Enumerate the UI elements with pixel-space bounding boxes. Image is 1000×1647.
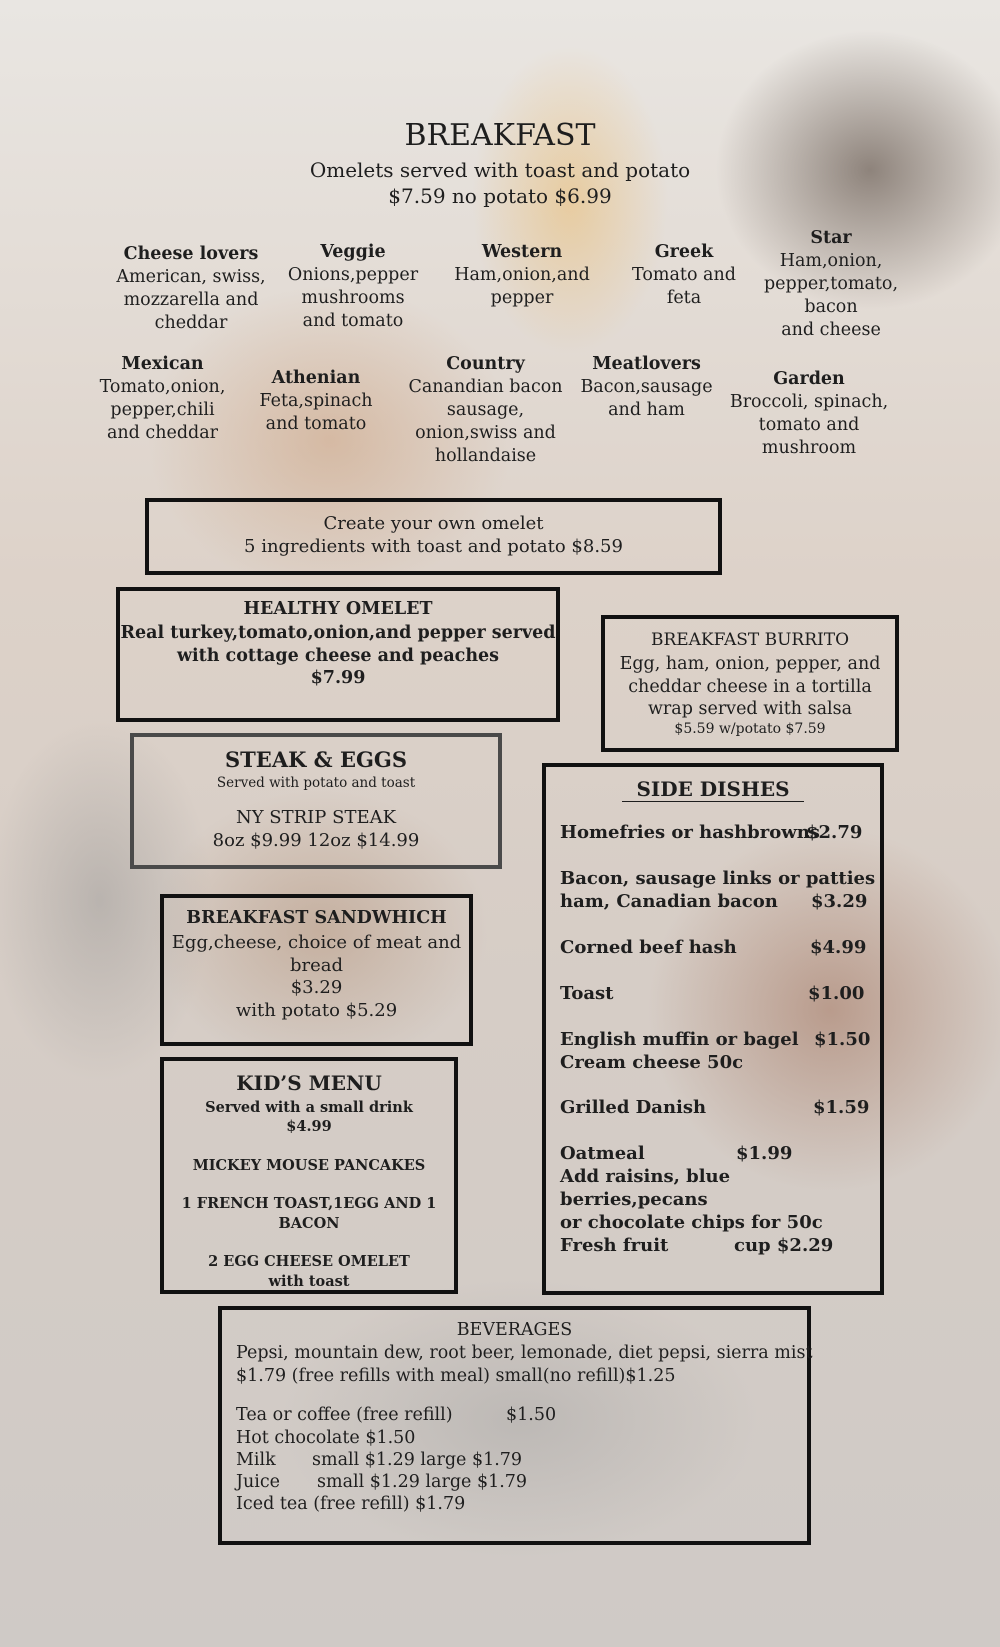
side-dish-label: English muffin or bagel (560, 1029, 799, 1050)
steak-price: 8oz $9.99 12oz $14.99 (212, 830, 420, 851)
omelet-name: Athenian (271, 368, 361, 388)
omelet-item (90, 353, 235, 445)
omelet-desc: Tomato,onion, pepper,chili and cheddar (99, 377, 226, 443)
side-dish-price: $3.29 (811, 891, 868, 912)
omelet-name: Greek (654, 242, 714, 262)
kids-title: KID’S MENU (236, 1071, 382, 1095)
side-dish-label-extra: Cream cheese 50c (560, 1052, 744, 1073)
omelet-item (620, 241, 748, 310)
side-dish-row (560, 936, 880, 959)
side-dish-row (560, 1142, 880, 1234)
create-own-title: Create your own omelet (323, 513, 544, 534)
omelet-desc: Feta,spinach and tomato (259, 391, 373, 434)
side-dish-label: Corned beef hash (560, 937, 737, 958)
omelet-name: Country (446, 354, 525, 374)
kids-item: 1 FRENCH TOAST,1EGG AND 1 BACON (181, 1195, 437, 1232)
healthy-desc: Real turkey,tomato,onion,and pepper served with cottage cheese and peaches (120, 623, 556, 666)
side-dish-price: $4.99 (810, 937, 867, 958)
soda-price: $1.79 (free refills with meal) small(no refill)$1.25 (236, 1366, 676, 1386)
omelet-name: Western (481, 242, 563, 262)
healthy-price: $7.99 (310, 668, 366, 688)
steak-eggs-box (130, 733, 502, 869)
breakfast-sandwich-box (160, 894, 473, 1046)
beverages-box (218, 1306, 811, 1545)
omelet-name: Star (810, 228, 852, 248)
side-dish-label: Oatmeal (560, 1143, 645, 1164)
side-dish-row (560, 1096, 880, 1119)
side-dish-price: $2.79 (806, 822, 863, 843)
omelet-name: Meatlovers (592, 354, 701, 374)
burrito-price: $5.59 w/potato $7.59 (674, 721, 826, 737)
kids-menu-box (160, 1057, 458, 1294)
side-dish-price: $1.50 (814, 1029, 871, 1050)
create-own-omelet-box (145, 498, 722, 575)
sandwich-potato-price: with potato $5.29 (235, 1000, 398, 1021)
steak-title: STEAK & EGGS (225, 747, 407, 772)
sandwich-price: $3.29 (290, 977, 343, 998)
steak-subtitle: Served with potato and toast (216, 775, 416, 791)
side-dish-row (560, 867, 880, 913)
tea-coffee-label: Tea or coffee (free refill) (236, 1405, 453, 1425)
side-dish-label-extra: ham, Canadian bacon (560, 891, 778, 912)
tea-coffee-price: $1.50 (506, 1405, 557, 1425)
omelet-item (403, 353, 568, 468)
omelet-desc: Bacon,sausage and ham (580, 377, 713, 420)
sandwich-desc: Egg,cheese, choice of meat and bread (171, 932, 462, 976)
side-dish-row (560, 1028, 880, 1074)
omelet-name: Cheese lovers (123, 244, 259, 264)
omelet-desc: Ham,onion,and pepper (454, 265, 590, 308)
side-dish-label: Homefries or hashbrowns (560, 822, 820, 843)
omelet-desc: Canandian bacon sausage, onion,swiss and hollandaise (408, 377, 563, 466)
omelet-desc: American, swiss, mozzarella and cheddar (116, 267, 266, 333)
omelet-item (110, 243, 272, 335)
omelet-item (283, 241, 423, 333)
side-dish-price: $1.99 (736, 1143, 793, 1164)
sides-title-text: SIDE DISHES (622, 777, 803, 802)
hot-chocolate: Hot chocolate $1.50 (236, 1428, 416, 1448)
milk-label: Milk (236, 1450, 276, 1470)
side-dish-row (560, 982, 880, 1005)
side-dish-label: Fresh fruit (560, 1235, 669, 1256)
milk-price: small $1.29 large $1.79 (312, 1450, 523, 1470)
breakfast-burrito-box (601, 615, 899, 752)
omelet-desc: Tomato and feta (632, 265, 736, 308)
omelet-price-line: $7.59 no potato $6.99 (388, 184, 612, 208)
side-dish-label: Grilled Danish (560, 1097, 707, 1118)
kids-price: $4.99 (286, 1118, 332, 1135)
side-dish-price: $1.59 (813, 1097, 870, 1118)
omelet-item (447, 241, 597, 310)
juice-label: Juice (236, 1472, 281, 1492)
side-dishes-box (542, 763, 884, 1295)
omelet-item (580, 353, 713, 422)
side-dish-label: Toast (560, 983, 614, 1004)
beverages-title: BEVERAGES (456, 1320, 573, 1340)
omelet-desc: Onions,pepper mushrooms and tomato (287, 265, 419, 331)
omelet-desc: Broccoli, spinach, tomato and mushroom (729, 392, 889, 458)
side-dish-label-extra: or chocolate chips for 50c (560, 1212, 823, 1233)
burrito-desc: Egg, ham, onion, pepper, and cheddar cheese in a tortilla wrap served with salsa (619, 654, 881, 719)
side-dish-row (560, 1234, 880, 1257)
side-dish-label: Bacon, sausage links or patties (560, 868, 876, 889)
side-dish-price: $1.00 (808, 983, 865, 1004)
kids-item: 2 EGG CHEESE OMELET with toast (208, 1253, 410, 1290)
create-own-detail: 5 ingredients with toast and potato $8.59 (244, 536, 623, 557)
omelet-item (725, 368, 893, 460)
kids-subtitle: Served with a small drink (205, 1099, 413, 1116)
kids-item: MICKEY MOUSE PANCAKES (192, 1157, 426, 1174)
side-dish-row (560, 821, 880, 844)
menu-subtitle: Omelets served with toast and potato (309, 158, 691, 182)
omelet-desc: Ham,onion, pepper,tomato, bacon and cheese (763, 251, 899, 340)
omelet-name: Veggie (320, 242, 386, 262)
side-dish-label-extra: Add raisins, blue berries,pecans (560, 1166, 731, 1210)
omelet-item (756, 227, 906, 342)
burrito-title: BREAKFAST BURRITO (650, 630, 850, 650)
side-dish-list (560, 767, 880, 1291)
steak-item: NY STRIP STEAK (235, 807, 397, 828)
sandwich-title: BREAKFAST SANDWHICH (186, 908, 447, 928)
healthy-omelet-box (116, 587, 560, 722)
omelet-name: Garden (773, 369, 845, 389)
menu-title: BREAKFAST (404, 118, 596, 153)
soda-list: Pepsi, mountain dew, root beer, lemonade, diet pepsi, sierra mist (236, 1343, 813, 1363)
omelet-name: Mexican (121, 354, 204, 374)
omelet-item (252, 367, 380, 436)
iced-tea: Iced tea (free refill) $1.79 (236, 1494, 466, 1514)
juice-price: small $1.29 large $1.79 (317, 1472, 528, 1492)
side-dish-price: cup $2.29 (734, 1235, 834, 1256)
healthy-title: HEALTHY OMELET (243, 599, 433, 619)
